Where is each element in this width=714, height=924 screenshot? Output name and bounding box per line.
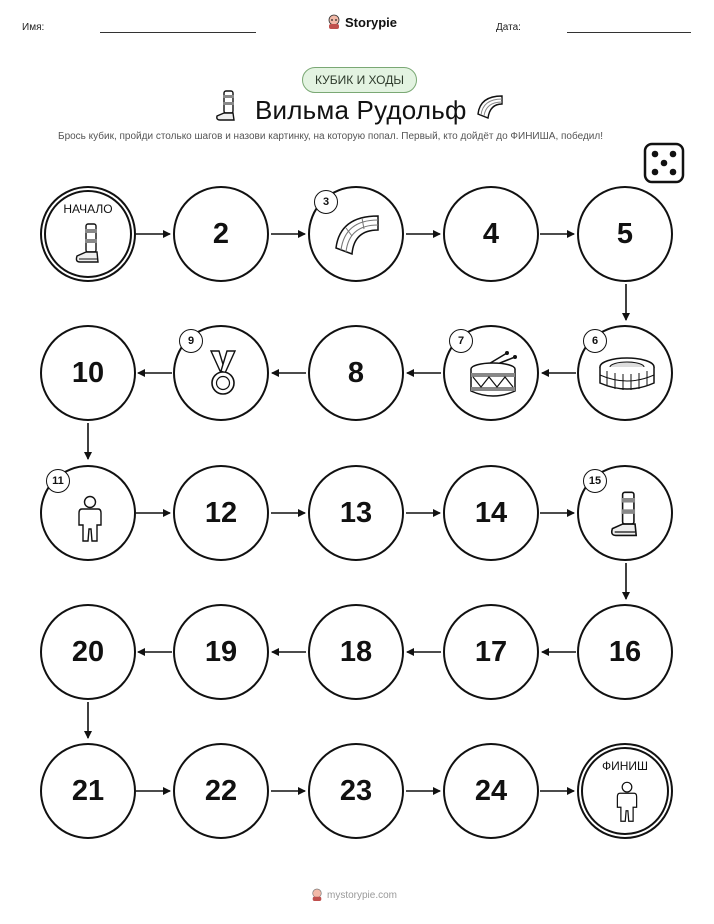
board-cell-14[interactable] bbox=[443, 465, 539, 561]
cell-number: 19 bbox=[204, 635, 238, 668]
leg-brace-icon bbox=[609, 489, 643, 541]
name-label: Имя: bbox=[22, 22, 45, 33]
instructions: Брось кубик, пройди столько шагов и назови картинку, на которую попал. Первый, кто дойдёт до ФИНИША, победил! bbox=[58, 131, 603, 142]
cell-number: 2 bbox=[212, 217, 230, 250]
start-label: НАЧАЛО bbox=[63, 202, 113, 216]
board-cell-19[interactable] bbox=[173, 604, 269, 700]
footer-url[interactable]: mystorypie.com bbox=[327, 889, 398, 901]
drum-icon bbox=[465, 351, 521, 401]
board-cell-12[interactable] bbox=[173, 465, 269, 561]
cell-number-badge: 15 bbox=[583, 469, 607, 493]
cell-number: 16 bbox=[608, 635, 642, 668]
cell-number-badge: 11 bbox=[46, 469, 70, 493]
board-cell-5[interactable] bbox=[577, 186, 673, 282]
cell-number: 24 bbox=[474, 774, 508, 807]
storypie-mascot-icon bbox=[311, 888, 323, 902]
cell-number-badge: 6 bbox=[583, 329, 607, 353]
cell-number: 10 bbox=[71, 356, 105, 389]
cell-number-badge: 7 bbox=[449, 329, 473, 353]
board-cell-20[interactable] bbox=[40, 604, 136, 700]
board-cell-18[interactable] bbox=[308, 604, 404, 700]
board-cell-10[interactable] bbox=[40, 325, 136, 421]
cell-number: 5 bbox=[616, 217, 634, 250]
cell-number-badge: 3 bbox=[314, 190, 338, 214]
board-cell-21[interactable] bbox=[40, 743, 136, 839]
start-cell[interactable] bbox=[40, 186, 136, 282]
board-cell-17[interactable] bbox=[443, 604, 539, 700]
board-cell-24[interactable] bbox=[443, 743, 539, 839]
footer bbox=[311, 888, 397, 902]
board-cell-8[interactable] bbox=[308, 325, 404, 421]
game-type-badge: КУБИК И ХОДЫ bbox=[302, 67, 417, 93]
cell-number: 23 bbox=[339, 774, 373, 807]
board-cell-16[interactable] bbox=[577, 604, 673, 700]
cell-number: 22 bbox=[204, 774, 238, 807]
board-cell-4[interactable] bbox=[443, 186, 539, 282]
board-cell-13[interactable] bbox=[308, 465, 404, 561]
cell-number: 8 bbox=[347, 356, 365, 389]
board-cell-22[interactable] bbox=[173, 743, 269, 839]
person-icon bbox=[74, 495, 106, 543]
board-cell-2[interactable] bbox=[173, 186, 269, 282]
person-icon bbox=[613, 781, 641, 823]
cell-number: 20 bbox=[71, 635, 105, 668]
brand-name: Storypie bbox=[345, 14, 398, 30]
cell-number-badge: 9 bbox=[179, 329, 203, 353]
leg-brace-icon bbox=[74, 222, 104, 266]
finish-cell[interactable] bbox=[577, 743, 673, 839]
board-cell-23[interactable] bbox=[308, 743, 404, 839]
cell-number: 14 bbox=[474, 496, 508, 529]
cell-number: 17 bbox=[474, 635, 508, 668]
cell-number: 12 bbox=[204, 496, 238, 529]
cell-number: 21 bbox=[71, 774, 105, 807]
stadium-icon bbox=[597, 353, 657, 397]
cell-number: 13 bbox=[339, 496, 373, 529]
page-title: Вильма Рудольф bbox=[255, 95, 467, 125]
finish-label: ФИНИШ bbox=[601, 759, 649, 773]
date-label: Дата: bbox=[496, 22, 521, 33]
running-track-icon bbox=[332, 210, 382, 260]
cell-number: 4 bbox=[482, 217, 500, 250]
cell-number: 18 bbox=[339, 635, 373, 668]
medal-icon bbox=[205, 349, 241, 399]
